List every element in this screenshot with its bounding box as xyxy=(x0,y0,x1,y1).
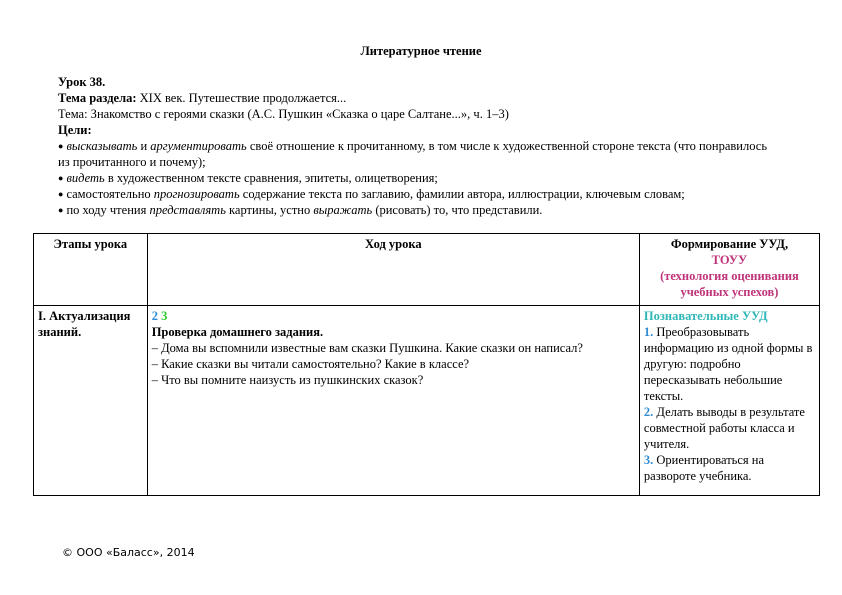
lesson-header xyxy=(58,74,778,218)
lesson-number: Урок 38. xyxy=(58,75,106,89)
uud-text: Ориентироваться на развороте учебника. xyxy=(643,453,765,483)
goal-text: самостоятельно xyxy=(66,187,154,201)
goal-item xyxy=(58,170,778,186)
goal-verb: прогнозировать xyxy=(153,187,240,201)
question-line: – Дома вы вспомнили известные вам сказки Пушкина. Какие сказки он написал? xyxy=(151,341,583,355)
course-cell xyxy=(147,306,639,496)
uud-text: Преобразовывать информацию из одной формы в другую: подробно пересказывать небольшие тексты. xyxy=(643,325,813,403)
uud-item xyxy=(644,452,815,484)
goal-item xyxy=(58,138,778,170)
header-uud-title: Формирование УУД, xyxy=(670,237,789,251)
bullet-icon: ● xyxy=(58,189,64,199)
page-title: Литературное чтение xyxy=(360,44,482,58)
goal-verb: представлять xyxy=(149,203,226,217)
goal-text: содержание текста по заглавию, фамилии автора, иллюстрации, ключевым словам; xyxy=(239,187,685,201)
slide-number: 3 xyxy=(161,309,168,323)
goal-text: своё отношение к прочитанному, в том числе к художественной стороне текста (что понравилось из прочитанного и почему); xyxy=(58,139,768,169)
goal-text: в художественном тексте сравнения, эпитеты, олицетворения; xyxy=(104,171,438,185)
goal-verb: аргументировать xyxy=(150,139,247,153)
goal-text: по ходу чтения xyxy=(66,203,150,217)
topic-line: Тема: Знакомство с героями сказки (А.С. Пушкин «Сказка о царе Салтане...», ч. 1–3) xyxy=(58,107,509,121)
header-touu: ТОУУ xyxy=(711,253,748,267)
header-touu-desc: (технология оценивания учебных успехов) xyxy=(660,269,799,299)
header-stages: Этапы урока xyxy=(34,234,148,306)
goal-verb: выражать xyxy=(313,203,373,217)
slide-number: 2 xyxy=(151,309,158,323)
uud-number: 1. xyxy=(643,325,654,339)
goals-label: Цели: xyxy=(58,123,92,137)
uud-title: Познавательные УУД xyxy=(643,309,768,323)
goal-text: картины, устно xyxy=(225,203,314,217)
task-heading: Проверка домашнего задания. xyxy=(151,325,324,339)
section-line xyxy=(58,90,778,106)
bullet-icon: ● xyxy=(58,173,64,183)
header-course: Ход урока xyxy=(147,234,639,306)
stage-cell: I. Актуализация знаний. xyxy=(34,306,148,496)
goal-text: и xyxy=(137,139,151,153)
table-row xyxy=(34,306,820,496)
section-value: XIX век. Путешествие продолжается... xyxy=(139,91,347,105)
goal-verb: видеть xyxy=(66,171,105,185)
question-line: – Какие сказки вы читали самостоятельно? Какие в классе? xyxy=(151,357,470,371)
goal-verb: высказывать xyxy=(66,139,138,153)
uud-number: 3. xyxy=(643,453,654,467)
goal-item xyxy=(58,186,778,202)
uud-item xyxy=(644,324,815,404)
goal-text: (рисовать) то, что представили. xyxy=(372,203,543,217)
table-header-row xyxy=(34,234,820,306)
goal-item xyxy=(58,202,778,218)
uud-number: 2. xyxy=(643,405,654,419)
slide-numbers xyxy=(152,308,635,324)
question-line: – Что вы помните наизусть из пушкинских сказок? xyxy=(151,373,424,387)
section-label: Тема раздела: xyxy=(58,91,137,105)
header-uud xyxy=(639,234,819,306)
bullet-icon: ● xyxy=(58,205,64,215)
lesson-table xyxy=(33,233,820,496)
uud-item xyxy=(644,404,815,452)
bullet-icon: ● xyxy=(58,141,64,151)
uud-text: Делать выводы в результате совместной работы класса и учителя. xyxy=(643,405,805,451)
copyright-footer: © ООО «Баласс», 2014 xyxy=(62,546,195,559)
uud-cell xyxy=(639,306,819,496)
